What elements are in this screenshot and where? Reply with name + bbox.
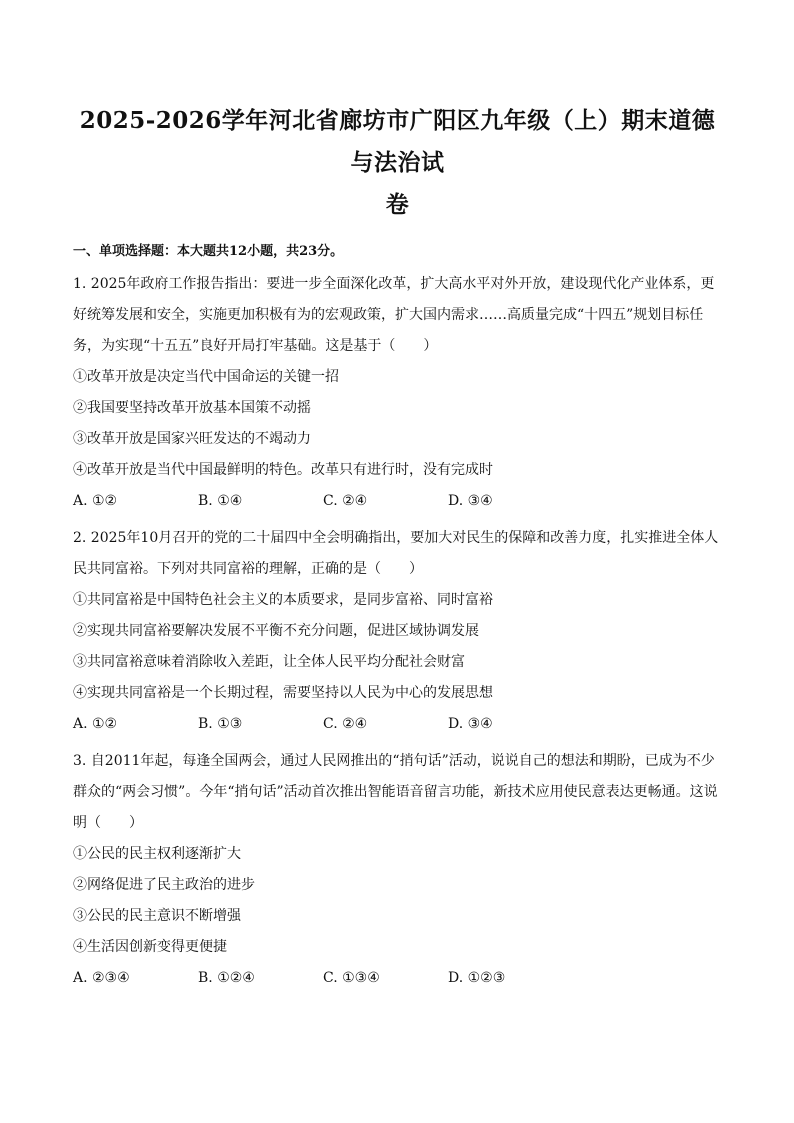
choice-d: D. ③④ bbox=[448, 493, 493, 509]
question-stem: 2. 2025年10月召开的党的二十届四中全会明确指出，要加大对民生的保障和改善力度，扎实推进全体人民共同富裕。下列对共同富裕的理解，正确的是（ ） bbox=[73, 530, 719, 577]
choice-c: C. ②④ bbox=[323, 493, 368, 509]
question-2 bbox=[73, 523, 722, 740]
statement-item: ④实现共同富裕是一个长期过程，需要坚持以人民为中心的发展思想 bbox=[73, 685, 493, 701]
choice-d: D. ③④ bbox=[448, 716, 493, 732]
question-stem: 1. 2025年政府工作报告指出：要进一步全面深化改革，扩大高水平对外开放，建设现代化产业体系，更好统筹发展和安全，实施更加积极有为的宏观政策，扩大国内需求……高质量完成“十四五”规划目标任务，为实现“十五五”良好开局打牢基础。这是基于（ ） bbox=[73, 276, 715, 354]
statement-item: ②实现共同富裕要解决发展不平衡不充分问题，促进区域协调发展 bbox=[73, 623, 479, 639]
statement-item: ①共同富裕是中国特色社会主义的本质要求，是同步富裕、同时富裕 bbox=[73, 592, 493, 608]
statement-item: ①改革开放是决定当代中国命运的关键一招 bbox=[73, 369, 339, 385]
answer-choices bbox=[73, 709, 722, 740]
statement-item: ③改革开放是国家兴旺发达的不竭动力 bbox=[73, 431, 311, 447]
statement-item: ①公民的民主权利逐渐扩大 bbox=[73, 846, 241, 862]
title-line-1: 2025-2026学年河北省廊坊市广阳区九年级（上）期末道德与法治试 bbox=[79, 107, 716, 176]
section-heading: 一、单项选择题：本大题共12小题，共23分。 bbox=[73, 244, 344, 259]
choice-a: A. ①② bbox=[73, 493, 118, 509]
statement-item: ④生活因创新变得更便捷 bbox=[73, 939, 227, 955]
statement-item: ④改革开放是当代中国最鲜明的特色。改革只有进行时，没有完成时 bbox=[73, 462, 493, 478]
choice-d: D. ①②③ bbox=[448, 970, 506, 986]
choice-b: B. ①④ bbox=[198, 493, 243, 509]
choice-b: B. ①③ bbox=[198, 716, 243, 732]
answer-choices bbox=[73, 486, 722, 517]
question-3 bbox=[73, 746, 722, 994]
statement-item: ③公民的民主意识不断增强 bbox=[73, 908, 241, 924]
choice-c: C. ②④ bbox=[323, 716, 368, 732]
statement-item: ②网络促进了民主政治的进步 bbox=[73, 877, 255, 893]
choice-a: A. ①② bbox=[73, 716, 118, 732]
question-1 bbox=[73, 269, 722, 517]
title-line-2: 卷 bbox=[385, 191, 410, 218]
statement-item: ②我国要坚持改革开放基本国策不动摇 bbox=[73, 400, 311, 416]
answer-choices bbox=[73, 963, 722, 994]
choice-a: A. ②③④ bbox=[73, 970, 130, 986]
choice-b: B. ①②④ bbox=[198, 970, 255, 986]
exam-title bbox=[73, 100, 722, 226]
statement-item: ③共同富裕意味着消除收入差距，让全体人民平均分配社会财富 bbox=[73, 654, 465, 670]
choice-c: C. ①③④ bbox=[323, 970, 380, 986]
question-stem: 3. 自2011年起，每逢全国两会，通过人民网推出的“捎句话”活动，说说自己的想法和期盼，已成为不少群众的“两会习惯”。今年“捎句话”活动首次推出智能语音留言功能，新技术应用使民意表达更畅通。这说明（ ） bbox=[73, 753, 718, 831]
